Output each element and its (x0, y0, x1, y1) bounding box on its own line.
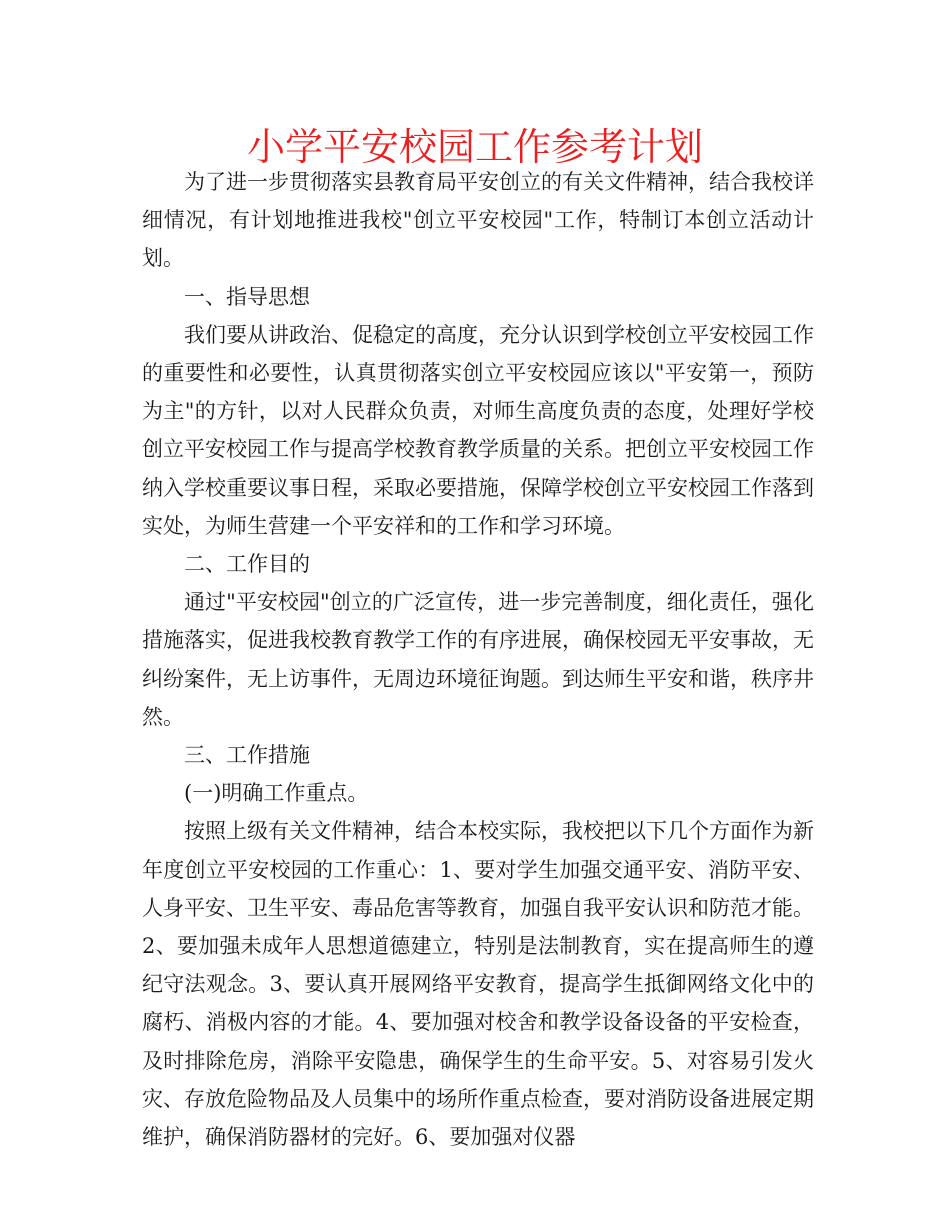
section-heading-work-measures: 三、工作措施 (184, 743, 310, 768)
document-title: 小学平安校园工作参考计划 (246, 125, 703, 169)
section-heading-guiding-ideology: 一、指导思想 (184, 284, 310, 309)
guiding-ideology-paragraph: 我们要从讲政治、促稳定的高度，充分认识到学校创立平安校园工作的重要性和必要性，认真贯彻落实创立平安校园应该以"平安第一，预防为主"的方针，以对人民群众负责，对师生高度负责的态度，处理好学校创立平安校园工作与提高学校教育教学质量的关系。把创立平安校园工作纳入学校重要议事日程，采取必要措施，保障学校创立平安校园工作落到实处，为师生营建一个平安祥和的工作和学习环境。 (142, 322, 814, 538)
intro-paragraph: 为了进一步贯彻落实县教育局平安创立的有关文件精神，结合我校详细情况，有计划地推进我校"创立平安校园"工作，特制订本创立活动计划。 (142, 170, 814, 271)
key-points-paragraph: 按照上级有关文件精神，结合本校实际，我校把以下几个方面作为新年度创立平安校园的工作重心：1、要对学生加强交通平安、消防平安、人身平安、卫生平安、毒品危害等教育，加强自我平安认识和防范才能。2、要加强未成年人思想道德建立，特别是法制教育，实在提高师生的遵纪守法观念。3、要认真开展网络平安教育，提高学生抵御网络文化中的腐朽、消极内容的才能。4、要加强对校舍和教学设备设备的平安检查，及时排除危房，消除平安隐患，确保学生的生命平安。5、对容易引发火灾、存放危险物品及人员集中的场所作重点检查，要对消防设备进展定期维护，确保消防器材的完好。6、要加强对仪器 (142, 819, 814, 1150)
subsection-heading-key-points: (一)明确工作重点。 (184, 781, 369, 806)
work-goals-paragraph: 通过"平安校园"创立的广泛宣传，进一步完善制度，细化责任，强化措施落实，促进我校教育教学工作的有序进展，确保校园无平安事故，无纠纷案件，无上访事件，无周边环境征询题。到达师生平安和谐，秩序井然。 (142, 590, 814, 729)
section-heading-work-goals: 二、工作目的 (184, 552, 310, 577)
document-body (142, 163, 814, 1156)
